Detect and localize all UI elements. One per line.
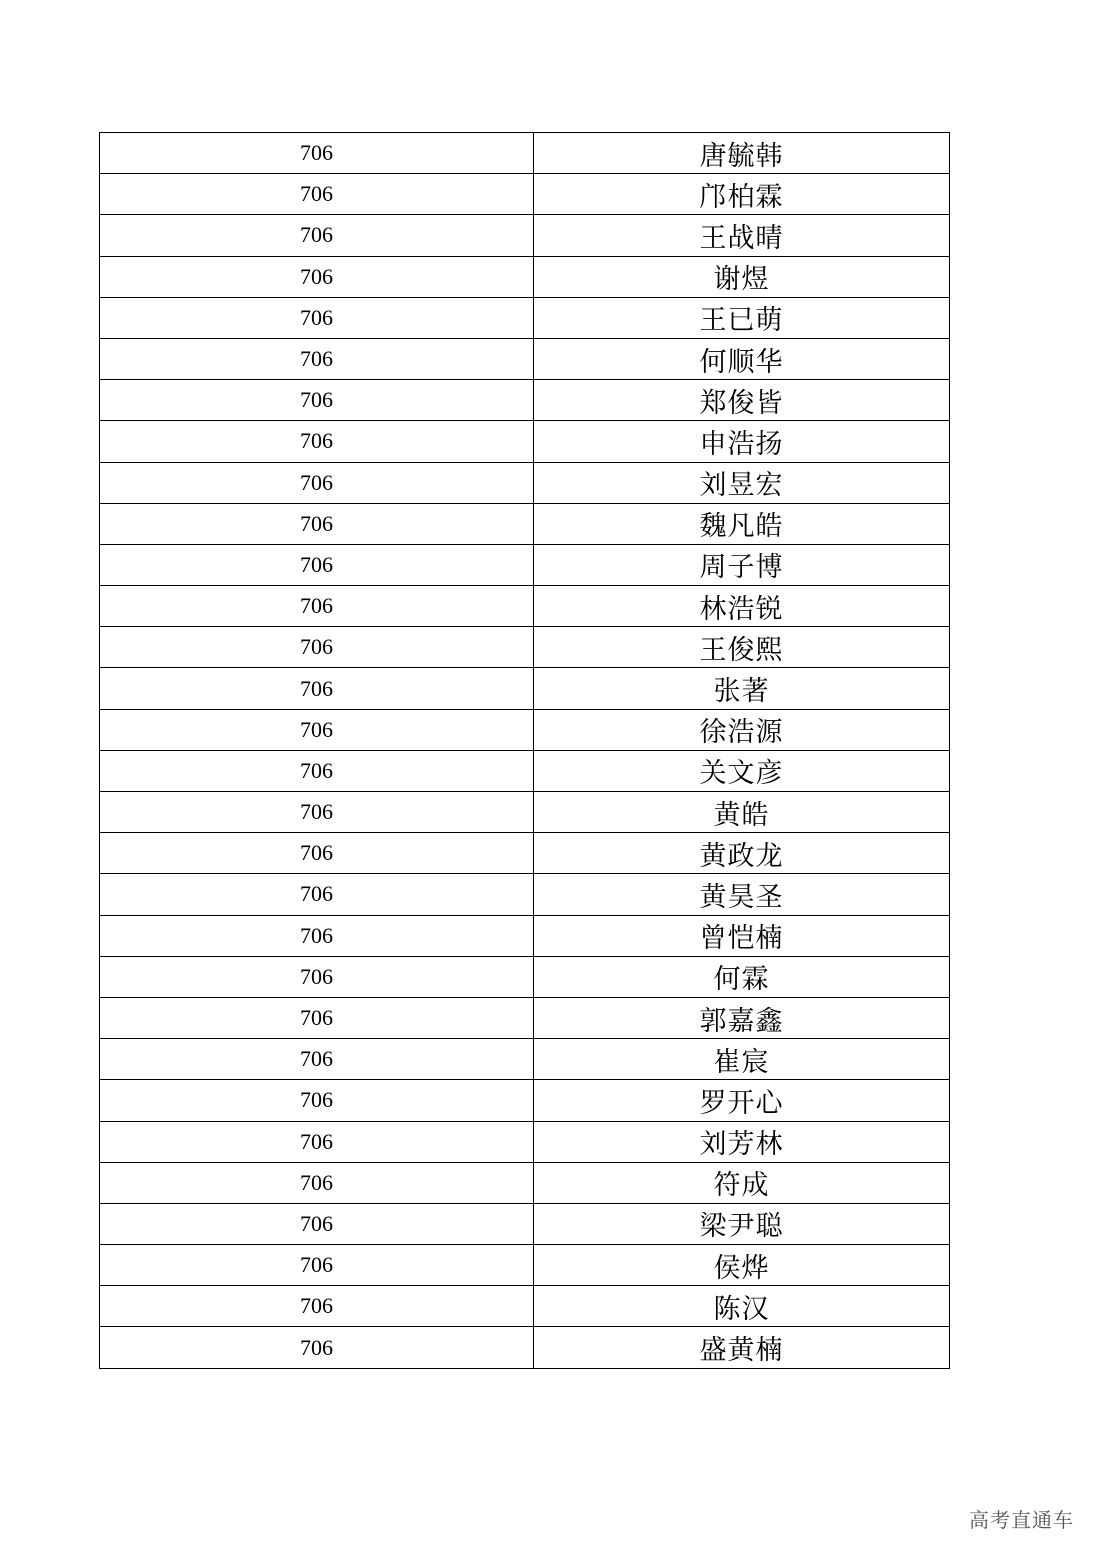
- score-cell: 706: [100, 256, 534, 297]
- watermark-text: 高考直通车: [969, 1508, 1074, 1532]
- table-row: [100, 833, 950, 874]
- table-row: [100, 956, 950, 997]
- table-row: [100, 709, 950, 750]
- score-cell: 706: [100, 338, 534, 379]
- table-row: [100, 1121, 950, 1162]
- score-cell: 706: [100, 750, 534, 791]
- table-row: [100, 380, 950, 421]
- name-cell: 谢煜: [534, 256, 950, 297]
- name-cell: 符成: [534, 1162, 950, 1203]
- score-cell: 706: [100, 1245, 534, 1286]
- table-row: [100, 915, 950, 956]
- table-row: [100, 544, 950, 585]
- table-row: [100, 421, 950, 462]
- name-cell: 林浩锐: [534, 586, 950, 627]
- name-cell: 刘芳林: [534, 1121, 950, 1162]
- name-cell: 徐浩源: [534, 709, 950, 750]
- score-cell: 706: [100, 1203, 534, 1244]
- score-cell: 706: [100, 586, 534, 627]
- name-cell: 黄政龙: [534, 833, 950, 874]
- table-row: [100, 338, 950, 379]
- score-cell: 706: [100, 503, 534, 544]
- score-cell: 706: [100, 997, 534, 1038]
- name-cell: 郭嘉鑫: [534, 997, 950, 1038]
- table-row: [100, 1286, 950, 1327]
- score-cell: 706: [100, 1121, 534, 1162]
- table-row: [100, 1203, 950, 1244]
- table-row: [100, 297, 950, 338]
- table-row: [100, 792, 950, 833]
- table-row: [100, 462, 950, 503]
- table-row: [100, 874, 950, 915]
- score-cell: 706: [100, 544, 534, 585]
- name-cell: 魏凡皓: [534, 503, 950, 544]
- name-cell: 申浩扬: [534, 421, 950, 462]
- name-cell: 郑俊皆: [534, 380, 950, 421]
- name-cell: 陈汉: [534, 1286, 950, 1327]
- score-cell: 706: [100, 1039, 534, 1080]
- score-cell: 706: [100, 709, 534, 750]
- name-cell: 王已萌: [534, 297, 950, 338]
- table-row: [100, 750, 950, 791]
- score-cell: 706: [100, 792, 534, 833]
- score-cell: 706: [100, 174, 534, 215]
- score-cell: 706: [100, 133, 534, 174]
- table-row: [100, 503, 950, 544]
- table-row: [100, 1039, 950, 1080]
- table-row: [100, 1080, 950, 1121]
- score-name-table: [99, 132, 950, 1369]
- name-cell: 崔宸: [534, 1039, 950, 1080]
- table-row: [100, 133, 950, 174]
- score-cell: 706: [100, 215, 534, 256]
- table-row: [100, 174, 950, 215]
- name-cell: 曾恺楠: [534, 915, 950, 956]
- name-cell: 周子博: [534, 544, 950, 585]
- name-cell: 侯烨: [534, 1245, 950, 1286]
- table-row: [100, 586, 950, 627]
- score-cell: 706: [100, 380, 534, 421]
- score-cell: 706: [100, 421, 534, 462]
- score-cell: 706: [100, 1080, 534, 1121]
- name-cell: 王战晴: [534, 215, 950, 256]
- score-cell: 706: [100, 1286, 534, 1327]
- name-cell: 王俊熙: [534, 627, 950, 668]
- name-cell: 黄皓: [534, 792, 950, 833]
- table-row: [100, 1327, 950, 1368]
- table-row: [100, 256, 950, 297]
- name-cell: 何霖: [534, 956, 950, 997]
- table-body: [100, 133, 950, 1369]
- score-cell: 706: [100, 956, 534, 997]
- score-cell: 706: [100, 874, 534, 915]
- score-cell: 706: [100, 833, 534, 874]
- name-cell: 刘昱宏: [534, 462, 950, 503]
- table-row: [100, 627, 950, 668]
- name-cell: 张著: [534, 668, 950, 709]
- name-cell: 梁尹聪: [534, 1203, 950, 1244]
- name-cell: 黄昊圣: [534, 874, 950, 915]
- score-cell: 706: [100, 297, 534, 338]
- score-cell: 706: [100, 668, 534, 709]
- score-cell: 706: [100, 1162, 534, 1203]
- name-cell: 唐毓韩: [534, 133, 950, 174]
- score-cell: 706: [100, 1327, 534, 1368]
- name-cell: 罗开心: [534, 1080, 950, 1121]
- table-row: [100, 997, 950, 1038]
- name-cell: 盛黄楠: [534, 1327, 950, 1368]
- table-row: [100, 215, 950, 256]
- table-row: [100, 1245, 950, 1286]
- table-row: [100, 668, 950, 709]
- score-cell: 706: [100, 915, 534, 956]
- name-cell: 关文彦: [534, 750, 950, 791]
- name-cell: 邝柏霖: [534, 174, 950, 215]
- table-row: [100, 1162, 950, 1203]
- name-cell: 何顺华: [534, 338, 950, 379]
- score-cell: 706: [100, 462, 534, 503]
- score-cell: 706: [100, 627, 534, 668]
